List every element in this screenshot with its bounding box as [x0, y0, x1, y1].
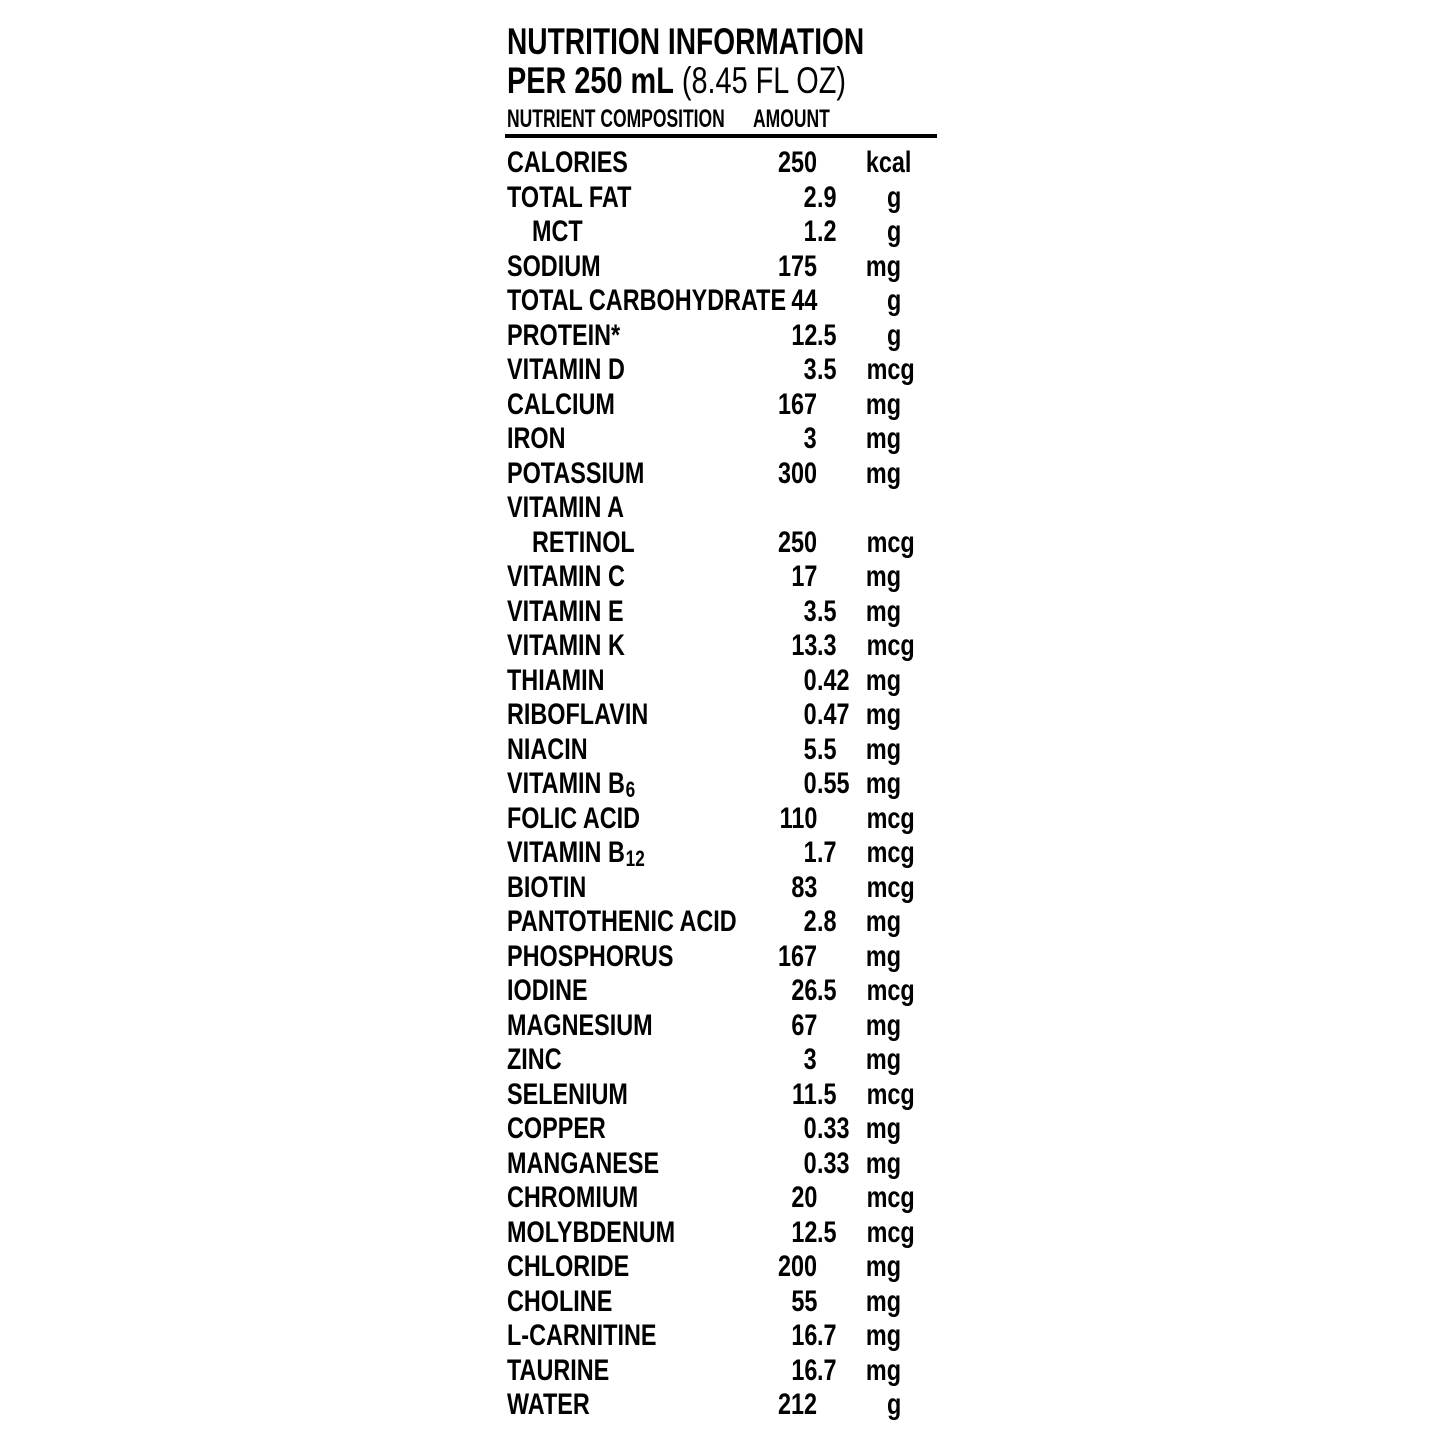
nutrient-amount-int: 200 [777, 1250, 817, 1283]
nutrient-unit: mcg [866, 1215, 915, 1249]
nutrient-amount-int: 67 [790, 1008, 817, 1042]
nutrient-name: VITAMIN B6 [507, 767, 636, 802]
nutrient-name: L-CARNITINE [507, 1319, 657, 1352]
nutrient-unit: mg [865, 732, 901, 766]
nutrient-amount-frac [817, 1250, 853, 1285]
nutrient-unit: mg [865, 767, 901, 800]
nutrient-amount-frac: .5 [817, 1077, 837, 1111]
nutrient-amount-int: 250 [777, 146, 817, 179]
nutrient-unit: kcal [865, 146, 912, 179]
nutrient-amount-frac [817, 1181, 853, 1216]
nutrient-name: MOLYBDENUM [507, 1215, 676, 1249]
nutrient-amount-frac [817, 871, 853, 906]
nutrient-name: THIAMIN [507, 663, 605, 697]
nutrient-unit: g [886, 284, 901, 317]
nutrient-name: VITAMIN C [507, 560, 625, 593]
table-row [505, 871, 937, 906]
nutrient-amount-int: 13 [790, 629, 817, 662]
nutrient-name: CHOLINE [507, 1284, 613, 1318]
nutrient-unit: mg [865, 560, 901, 593]
nutrient-unit: mg [865, 663, 901, 697]
nutrient-amount-int: 12 [790, 318, 817, 352]
nutrient-unit: mg [865, 1319, 901, 1352]
table-row [505, 250, 937, 285]
nutrient-amount-frac: .9 [817, 180, 837, 214]
nutrient-amount-int: 3 [803, 422, 817, 455]
nutrient-amount-frac [817, 1388, 853, 1423]
nutrient-amount-int: 0 [803, 1112, 817, 1145]
label-title [505, 22, 937, 62]
nutrient-unit: mg [865, 1112, 901, 1145]
nutrient-amount-frac: .2 [817, 215, 837, 248]
nutrient-amount-frac: .7 [817, 836, 837, 869]
table-row [505, 1181, 937, 1216]
nutrient-amount-int: 5 [803, 732, 817, 766]
nutrient-amount-int: 3 [803, 1043, 817, 1076]
nutrient-unit: mg [865, 1284, 901, 1318]
nutrient-amount-frac: .5 [817, 353, 837, 386]
nutrient-amount-frac: .47 [817, 698, 850, 731]
serving-size-line [505, 62, 937, 100]
table-row [505, 457, 937, 492]
nutrient-name: PROTEIN* [507, 318, 621, 352]
nutrient-name: PANTOTHENIC ACID [507, 905, 737, 938]
nutrient-amount-int: 0 [803, 698, 817, 731]
nutrient-unit: mg [865, 939, 901, 973]
nutrient-name: SELENIUM [507, 1077, 628, 1111]
nutrient-amount-int: 110 [779, 801, 817, 835]
nutrient-amount-frac [817, 284, 853, 319]
nutrient-name: POTASSIUM [507, 456, 645, 490]
nutrient-name: COPPER [507, 1112, 606, 1145]
table-row [505, 629, 937, 664]
nutrient-amount-int: 16 [790, 1319, 817, 1352]
nutrient-amount-frac [817, 526, 853, 561]
nutrient-unit: mcg [866, 525, 915, 559]
nutrient-name: VITAMIN E [507, 594, 624, 628]
nutrient-amount-int: 11 [792, 1077, 817, 1111]
nutrient-name: CALCIUM [507, 387, 615, 421]
nutrient-amount-int: 3 [803, 594, 817, 628]
nutrient-unit: mg [865, 1043, 901, 1076]
nutrient-amount-frac [817, 146, 853, 181]
table-row [505, 560, 937, 595]
table-row [505, 664, 937, 699]
nutrient-unit: mg [865, 1353, 901, 1387]
nutrient-amount-int: 26 [790, 974, 817, 1007]
nutrient-name: IRON [507, 422, 566, 455]
table-row [505, 1009, 937, 1044]
table-row [505, 1354, 937, 1389]
nutrient-amount-int: 17 [790, 560, 817, 593]
column-headers [505, 106, 937, 132]
header-divider [505, 134, 937, 138]
nutrient-name: TOTAL FAT [507, 180, 632, 214]
table-row [505, 284, 937, 319]
nutrient-amount-int: 2 [803, 905, 817, 938]
nutrient-unit: mcg [866, 974, 915, 1007]
nutrient-amount-frac: .8 [817, 905, 837, 938]
nutrient-name: RIBOFLAVIN [507, 698, 649, 731]
nutrient-amount-int: 83 [790, 870, 817, 904]
nutrient-amount-frac [817, 560, 853, 595]
nutrient-unit: mg [865, 387, 901, 421]
nutrient-unit: mcg [866, 1181, 915, 1214]
nutrient-amount-frac: .42 [817, 663, 850, 697]
nutrient-unit: mg [865, 1008, 901, 1042]
nutrient-unit: mg [865, 456, 901, 490]
nutrient-unit [853, 491, 901, 526]
nutrient-name: CHROMIUM [507, 1181, 639, 1214]
nutrient-amount-int: 167 [777, 939, 817, 973]
nutrient-amount-frac: .55 [817, 767, 850, 800]
table-row [505, 181, 937, 216]
nutrient-amount-frac [817, 1285, 853, 1320]
nutrient-amount-frac [817, 1009, 853, 1044]
nutrient-amount-frac [817, 422, 853, 457]
nutrient-amount-int: 0 [803, 1146, 817, 1180]
nutrient-amount-int: 2 [803, 180, 817, 214]
nutrient-name: MAGNESIUM [507, 1008, 653, 1042]
table-row [505, 733, 937, 768]
nutrient-amount-frac: .5 [817, 974, 837, 1007]
table-row [505, 1078, 937, 1113]
nutrient-amount-frac: .33 [817, 1146, 850, 1180]
nutrient-amount-frac [817, 250, 853, 285]
column-header-amount: AMOUNT [753, 105, 830, 133]
nutrient-amount-frac: .7 [817, 1319, 837, 1352]
nutrient-amount-frac: .33 [817, 1112, 850, 1145]
table-row [505, 215, 937, 250]
label-title-text: NUTRITION INFORMATION [507, 21, 865, 62]
table-row [505, 1319, 937, 1354]
nutrient-name: RETINOL [532, 525, 635, 559]
nutrient-name: VITAMIN B12 [507, 836, 645, 871]
table-row [505, 698, 937, 733]
nutrient-name: ZINC [507, 1043, 562, 1076]
nutrient-unit: mcg [866, 353, 915, 386]
nutrient-name: VITAMIN K [507, 629, 625, 662]
nutrient-unit: mg [865, 594, 901, 628]
nutrient-amount-frac: .5 [817, 1215, 837, 1249]
serving-size-bold: PER 250 mL [507, 60, 674, 101]
table-row [505, 595, 937, 630]
nutrient-unit: mcg [866, 801, 915, 835]
table-row [505, 836, 937, 871]
table-row [505, 940, 937, 975]
table-row [505, 526, 937, 561]
table-row [505, 388, 937, 423]
table-row [505, 1250, 937, 1285]
nutrient-name: SODIUM [507, 249, 601, 283]
nutrient-amount-int: 1 [803, 836, 817, 869]
nutrient-amount-int: 55 [790, 1284, 817, 1318]
nutrient-amount-frac [817, 388, 853, 423]
nutrient-amount-int: 300 [777, 456, 817, 490]
nutrient-unit: mg [865, 1146, 901, 1180]
nutrient-unit: mcg [866, 870, 915, 904]
table-row [505, 1112, 937, 1147]
nutrition-label [505, 22, 937, 1423]
nutrient-unit: mg [865, 1250, 901, 1283]
table-row [505, 905, 937, 940]
nutrient-name: CHLORIDE [507, 1250, 630, 1283]
nutrient-amount-frac: .3 [817, 629, 837, 662]
nutrient-name: VITAMIN D [507, 353, 625, 386]
table-row [505, 767, 937, 802]
column-header-nutrient: NUTRIENT COMPOSITION [507, 105, 725, 133]
nutrient-name: NIACIN [507, 732, 588, 766]
nutrient-amount-int: 175 [777, 249, 817, 283]
nutrient-amount-int: 212 [777, 1388, 817, 1421]
nutrient-amount-int: 0 [803, 663, 817, 697]
nutrient-name: WATER [507, 1388, 590, 1421]
nutrient-amount-frac [817, 457, 853, 492]
nutrient-amount-frac: .5 [817, 732, 837, 766]
nutrient-amount-int: 44 [790, 284, 817, 317]
nutrient-amount-frac: .5 [817, 594, 837, 628]
nutrient-amount-frac [817, 802, 853, 837]
nutrient-unit: mg [865, 422, 901, 455]
nutrient-amount-int: 12 [790, 1215, 817, 1249]
table-row [505, 1147, 937, 1182]
nutrient-name: TOTAL CARBOHYDRATE [507, 284, 787, 317]
nutrient-unit: g [886, 1388, 901, 1421]
nutrient-amount-int: 0 [803, 767, 817, 800]
nutrient-amount-int: 16 [790, 1353, 817, 1387]
nutrient-unit: mcg [866, 629, 915, 662]
nutrient-amount-int: 3 [803, 353, 817, 386]
nutrient-unit: g [886, 180, 901, 214]
nutrient-amount-int: 20 [790, 1181, 817, 1214]
table-row [505, 1388, 937, 1423]
nutrient-table [505, 146, 937, 1423]
nutrient-amount-frac [817, 940, 853, 975]
nutrient-amount-frac [817, 1043, 853, 1078]
nutrient-amount-int [727, 491, 817, 526]
table-row [505, 422, 937, 457]
nutrient-unit: mg [865, 249, 901, 283]
nutrient-name: FOLIC ACID [507, 801, 641, 835]
nutrient-name: BIOTIN [507, 870, 587, 904]
nutrient-amount-frac [817, 491, 853, 526]
nutrient-unit: g [886, 215, 901, 248]
nutrient-amount-int: 167 [777, 387, 817, 421]
nutrient-unit: mg [865, 905, 901, 938]
table-row [505, 146, 937, 181]
table-row [505, 319, 937, 354]
nutrient-unit: mg [865, 698, 901, 731]
nutrient-unit: g [886, 318, 901, 352]
nutrient-amount-int: 250 [777, 525, 817, 559]
nutrient-name: PHOSPHORUS [507, 939, 674, 973]
table-row [505, 802, 937, 837]
table-row [505, 1285, 937, 1320]
table-row [505, 1216, 937, 1251]
nutrient-unit: mcg [866, 1077, 915, 1111]
table-row [505, 1043, 937, 1078]
table-row [505, 491, 937, 526]
nutrient-name: TAURINE [507, 1353, 610, 1387]
nutrient-unit: mcg [866, 836, 915, 869]
nutrient-name: MANGANESE [507, 1146, 660, 1180]
table-row [505, 353, 937, 388]
table-row [505, 974, 937, 1009]
nutrient-amount-frac: .5 [817, 318, 837, 352]
nutrient-name: IODINE [507, 974, 588, 1007]
nutrient-name: MCT [532, 215, 583, 248]
nutrient-amount-frac: .7 [817, 1353, 837, 1387]
nutrient-name: VITAMIN A [507, 491, 624, 524]
nutrient-amount-int: 1 [803, 215, 817, 248]
nutrient-name: CALORIES [507, 146, 628, 179]
serving-size-detail: (8.45 FL OZ) [681, 60, 846, 101]
